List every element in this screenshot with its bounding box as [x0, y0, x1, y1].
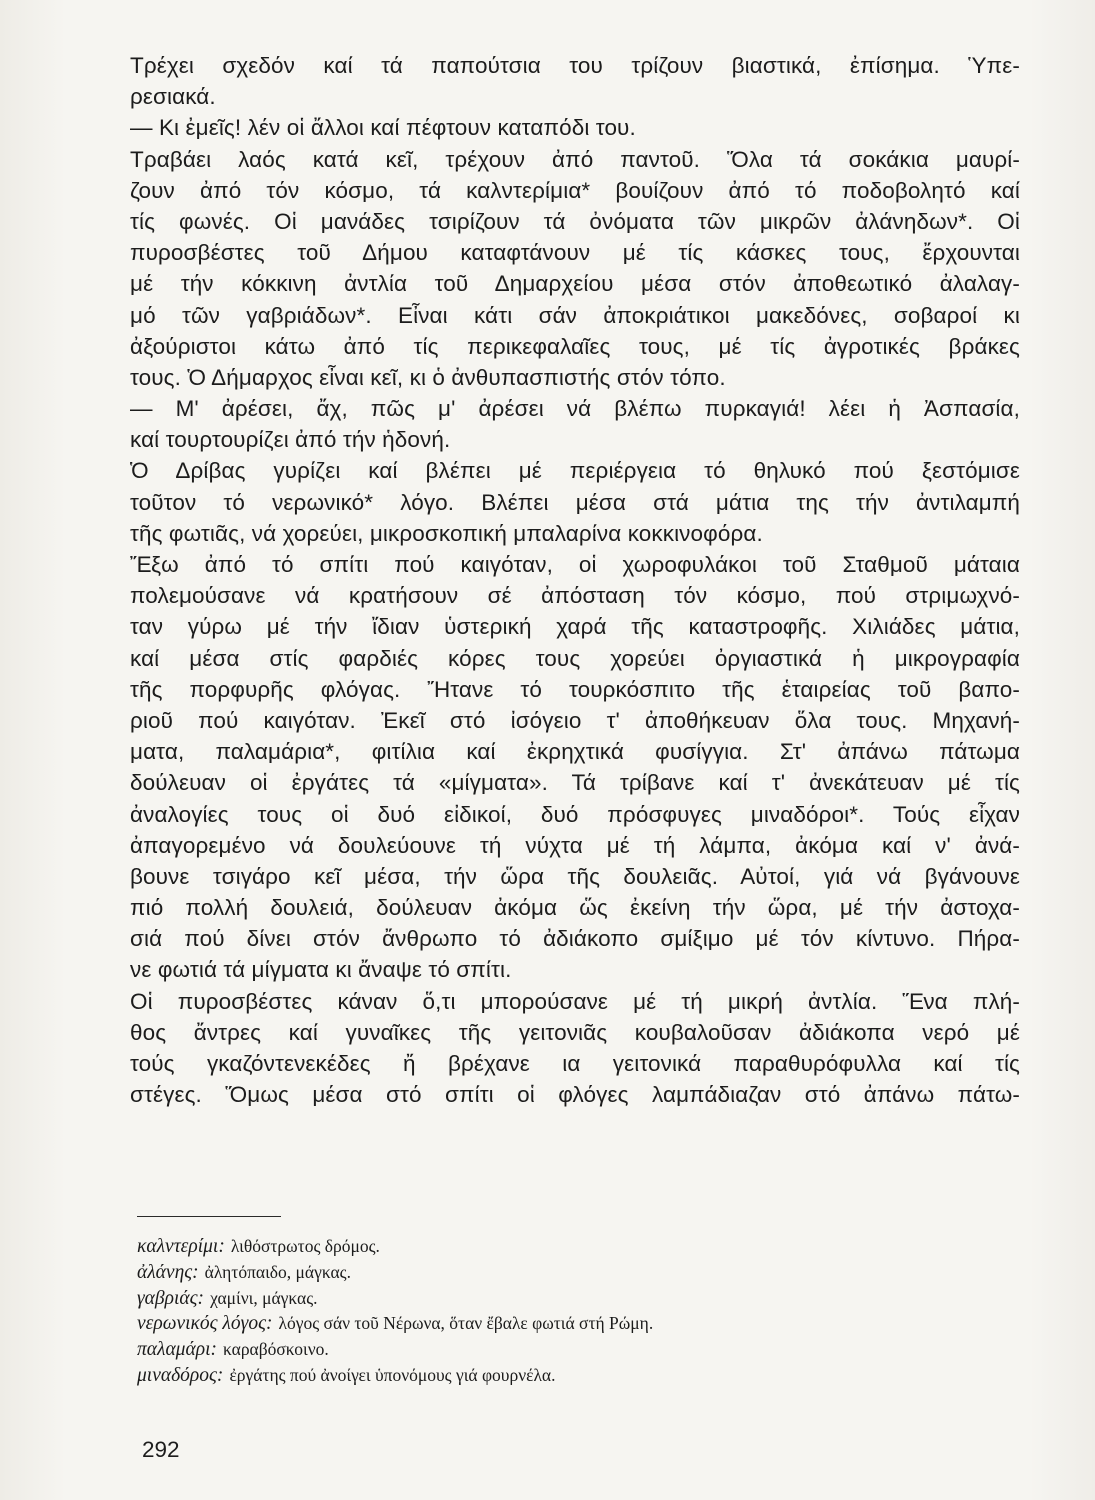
footnote [137, 1363, 997, 1389]
text-line: — Μ' ἀρέσει, ἄχ, πῶς μ' ἀρέσει νά βλέπω πυρκαγιά! λέει ἡ Ἀσπασία, [130, 396, 1020, 422]
text-line: Οἱ πυροσβέστες κάναν ὅ,τι μπορούσανε μέ τή μικρή ἀντλία. Ἕνα πλή- [130, 988, 1020, 1014]
text-line: Ὁ Δρίβας γυρίζει καί βλέπει μέ περιέργεια τό θηλυκό πού ξεστόμισε [130, 458, 1020, 484]
text-line: σιά πού δίνει στόν ἄνθρωπο τό ἀδιάκοπο σμίξιμο μέ τόν κίντυνο. Πήρα- [130, 926, 1020, 952]
text-line: νε φωτιά τά μίγματα κι ἄναψε τό σπίτι. [130, 957, 512, 983]
footnote-definition: χαμίνι, μάγκας. [210, 1287, 318, 1308]
text-line: ἀξούριστοι κάτω ἀπό τίς περικεφαλαῖες τους, μέ τίς ἀγροτικές βράκες [130, 333, 1020, 359]
text-line: ριοῦ πού καιγόταν. Ἐκεῖ στό ἰσόγειο τ' ἀποθήκευαν ὅλα τους. Μηχανή- [130, 707, 1020, 733]
footnote-term: μιναδόρος: [137, 1364, 224, 1386]
footnote-term: γαβριάς: [137, 1287, 205, 1309]
footnote-term: νερωνικός λόγος: [137, 1313, 273, 1335]
text-line: βουνε τσιγάρο κεῖ μέσα, τήν ὥρα τῆς δουλειᾶς. Αὐτοί, γιά νά βγάνουνε [130, 863, 1020, 889]
text-line: μό τῶν γαβριάδων*. Εἶναι κάτι σάν ἀποκριάτικοι μακεδόνες, σοβαροί κι [130, 302, 1020, 328]
footnote-divider [137, 1216, 281, 1217]
text-line: καί τουρτουρίζει ἀπό τήν ἡδονή. [130, 427, 451, 453]
text-line: θος ἄντρες καί γυναῖκες τῆς γειτονιᾶς κουβαλοῦσαν ἀδιάκοπα νερό μέ [130, 1019, 1020, 1045]
body-text [130, 50, 1020, 1110]
text-line: μέ τήν κόκκινη ἀντλία τοῦ Δημαρχείου μέσα στόν ἀποθεωτικό ἀλαλαγ- [130, 271, 1020, 297]
footnote-term: ἀλάνης: [137, 1261, 199, 1283]
footnote [137, 1234, 997, 1260]
footnote [137, 1337, 997, 1363]
text-line: τίς φωνές. Οἱ μανάδες τσιρίζουν τά ὀνόματα τῶν μικρῶν ἀλάνηδων*. Οἱ [130, 208, 1020, 234]
text-line: τούς γκαζόντενεκέδες ἤ βρέχανε ια γειτονικά παραθυρόφυλλα καί τίς [130, 1051, 1020, 1076]
text-line: τους. Ὁ Δήμαρχος εἶναι κεῖ, κι ὁ ἀνθυπασπιστής στόν τόπο. [130, 364, 726, 390]
footnotes [137, 1234, 997, 1389]
text-line: ρεσιακά. [130, 84, 216, 110]
text-line: ταν γύρω μέ τήν ἴδιαν ὑστερική χαρά τῆς καταστροφῆς. Χιλιάδες μάτια, [130, 614, 1020, 640]
text-line: ἀπαγορεμένο νά δουλεύουνε τή νύχτα μέ τή λάμπα, ἀκόμα καί ν' ἀνά- [130, 832, 1020, 858]
footnote-definition: καραβόσκοινο. [222, 1339, 329, 1360]
footnote-term: παλαμάρι: [137, 1339, 217, 1361]
page-number: 292 [142, 1437, 180, 1462]
footnote [137, 1260, 997, 1286]
text-line: πολεμούσανε νά κρατήσουν σέ ἀπόσταση τόν κόσμο, πού στριμωχνό- [130, 583, 1020, 609]
text-line: πυροσβέστες τοῦ Δήμου καταφτάνουν μέ τίς κάσκες τους, ἔρχουνται [130, 240, 1020, 266]
footnote [137, 1311, 997, 1337]
text-line: Τρέχει σχεδόν καί τά παπούτσια του τρίζουν βιαστικά, ἐπίσημα. Ὑπε- [130, 53, 1020, 78]
footnote-definition: ἐργάτης πού ἀνοίγει ὑπονόμους γιά φουρνέλα. [229, 1364, 556, 1385]
text-line: τοῦτον τό νερωνικό* λόγο. Βλέπει μέσα στά μάτια της τήν ἀντιλαμπή [130, 489, 1020, 515]
footnote-term: καλντερίμι: [137, 1236, 225, 1257]
text-line: — Κι ἐμεῖς! λέν οἱ ἄλλοι καί πέφτουν καταπόδι του. [130, 115, 636, 141]
text-line: τῆς φωτιᾶς, νά χορεύει, μικροσκοπική μπαλαρίνα κοκκινοφόρα. [130, 520, 763, 546]
text-line: πιό πολλή δουλειά, δούλευαν ἀκόμα ὥς ἐκείνη τήν ὥρα, μέ τήν ἀστοχα- [130, 895, 1020, 921]
footnote-definition: λιθόστρωτος δρόμος. [230, 1236, 380, 1256]
footnote-definition: ἀλητόπαιδο, μάγκας. [204, 1261, 351, 1282]
text-line: ζουν ἀπό τόν κόσμο, τά καλντερίμια* βουίζουν ἀπό τό ποδοβολητό καί [130, 177, 1020, 203]
text-line: καί μέσα στίς φαρδιές κόρες τους χορεύει ὀργιαστικά ἡ μικρογραφία [130, 645, 1020, 671]
text-line: ματα, παλαμάρια*, φιτίλια καί ἐκρηχτικά φυσίγγια. Στ' ἀπάνω πάτωμα [130, 739, 1020, 765]
text-line: δούλευαν οἱ ἐργάτες τά «μίγματα». Τά τρίβανε καί τ' ἀνεκάτευαν μέ τίς [130, 770, 1020, 796]
text-line: Τραβάει λαός κατά κεῖ, τρέχουν ἀπό παντοῦ. Ὅλα τά σοκάκια μαυρί- [130, 146, 1020, 172]
text-line: Ἔξω ἀπό τό σπίτι πού καιγόταν, οἱ χωροφυλάκοι τοῦ Σταθμοῦ μάταια [130, 552, 1020, 577]
text-line: στέγες. Ὅμως μέσα στό σπίτι οἱ φλόγες λαμπάδιαζαν στό ἀπάνω πάτω- [130, 1082, 1020, 1108]
footnote-definition: λόγος σάν τοῦ Νέρωνα, ὅταν ἔβαλε φωτιά στή Ρώμη. [278, 1313, 654, 1334]
text-line: ἀναλογίες τους οἱ δυό εἰδικοί, δυό πρόσφυγες μιναδόροι*. Τούς εἶχαν [130, 801, 1020, 827]
text-line: τῆς πορφυρῆς φλόγας. Ἤτανε τό τουρκόσπιτο τῆς ἑταιρείας τοῦ βαπο- [130, 676, 1020, 702]
footnote [137, 1286, 997, 1312]
